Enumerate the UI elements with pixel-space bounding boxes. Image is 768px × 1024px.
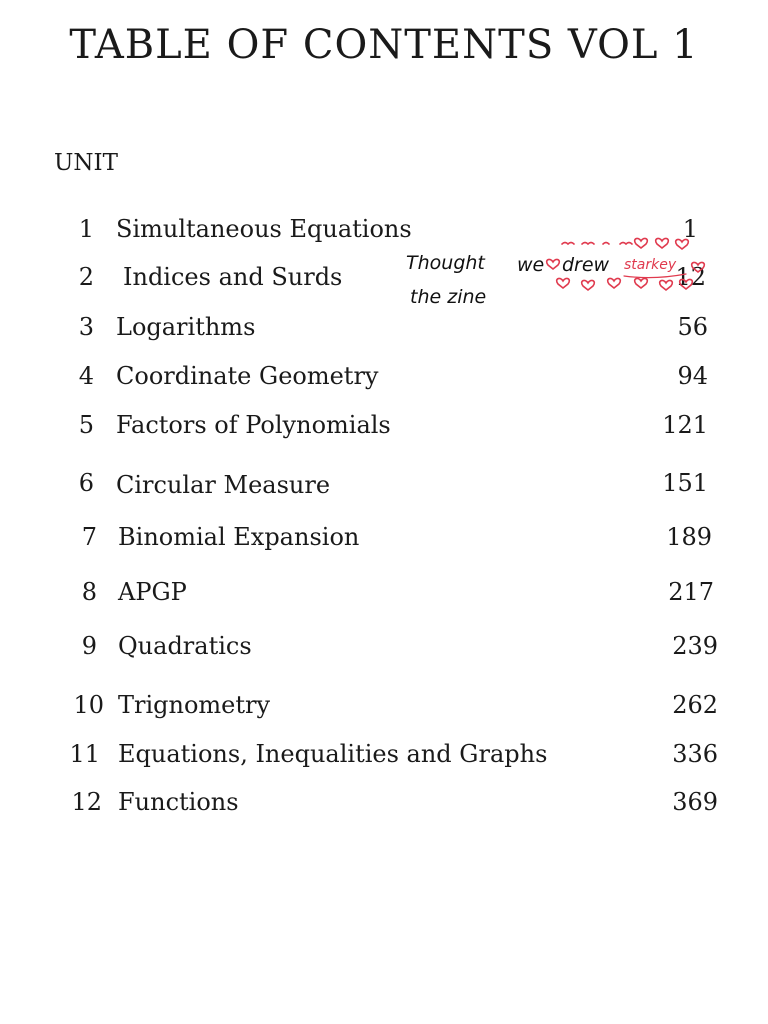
unit-title: Indices and Surds (123, 263, 343, 291)
unit-column-heading: UNIT (54, 150, 118, 176)
toc-row (0, 313, 768, 347)
unit-title: Logarithms (116, 313, 256, 341)
unit-title: Trignometry (118, 691, 271, 719)
unit-number: 3 (78, 313, 94, 341)
unit-number: 7 (81, 523, 97, 551)
unit-title: Simultaneous Equations (116, 215, 412, 243)
page-number: 239 (672, 632, 718, 660)
page-number: 94 (677, 362, 708, 390)
note-word: we (517, 254, 545, 276)
unit-title: Coordinate Geometry (116, 362, 379, 390)
page-number: 369 (672, 788, 718, 816)
unit-title: Functions (118, 788, 239, 816)
unit-title: Equations, Inequalities and Graphs (118, 740, 548, 768)
unit-number: 12 (71, 788, 102, 816)
unit-number: 1 (78, 215, 94, 243)
unit-title: Binomial Expansion (118, 523, 360, 551)
unit-number: 9 (81, 632, 97, 660)
note-word: the zine (410, 286, 487, 308)
unit-title: APGP (118, 578, 187, 606)
note-word: drew (562, 254, 610, 276)
toc-row (0, 788, 768, 822)
unit-title: Circular Measure (116, 471, 331, 499)
toc-row (0, 362, 768, 396)
unit-number: 11 (69, 740, 100, 768)
toc-row (0, 469, 768, 503)
page-number: 336 (672, 740, 718, 768)
note-accent-word: starkey (624, 257, 677, 273)
page-number: 121 (662, 411, 708, 439)
toc-row (0, 215, 768, 249)
page-number: 56 (677, 313, 708, 341)
note-word: Thought (406, 252, 485, 274)
toc-row (0, 263, 768, 297)
page-number: 1 (682, 215, 698, 243)
unit-number: 2 (78, 263, 94, 291)
toc-row (0, 691, 768, 725)
unit-number: 6 (78, 469, 94, 497)
page-number: 151 (662, 469, 708, 497)
toc-row (0, 523, 768, 557)
unit-number: 10 (73, 691, 104, 719)
toc-row (0, 632, 768, 666)
toc-row (0, 411, 768, 445)
toc-row (0, 578, 768, 612)
page-number: 217 (668, 578, 714, 606)
unit-title: Quadratics (118, 632, 252, 660)
page-title: TABLE OF CONTENTS VOL 1 (69, 22, 699, 68)
page-number: 262 (672, 691, 718, 719)
toc-row (0, 740, 768, 774)
unit-number: 8 (81, 578, 97, 606)
unit-title: Factors of Polynomials (116, 411, 391, 439)
unit-number: 5 (78, 411, 94, 439)
page-number: 189 (666, 523, 712, 551)
page-number: 12 (675, 263, 706, 291)
unit-number: 4 (78, 362, 94, 390)
